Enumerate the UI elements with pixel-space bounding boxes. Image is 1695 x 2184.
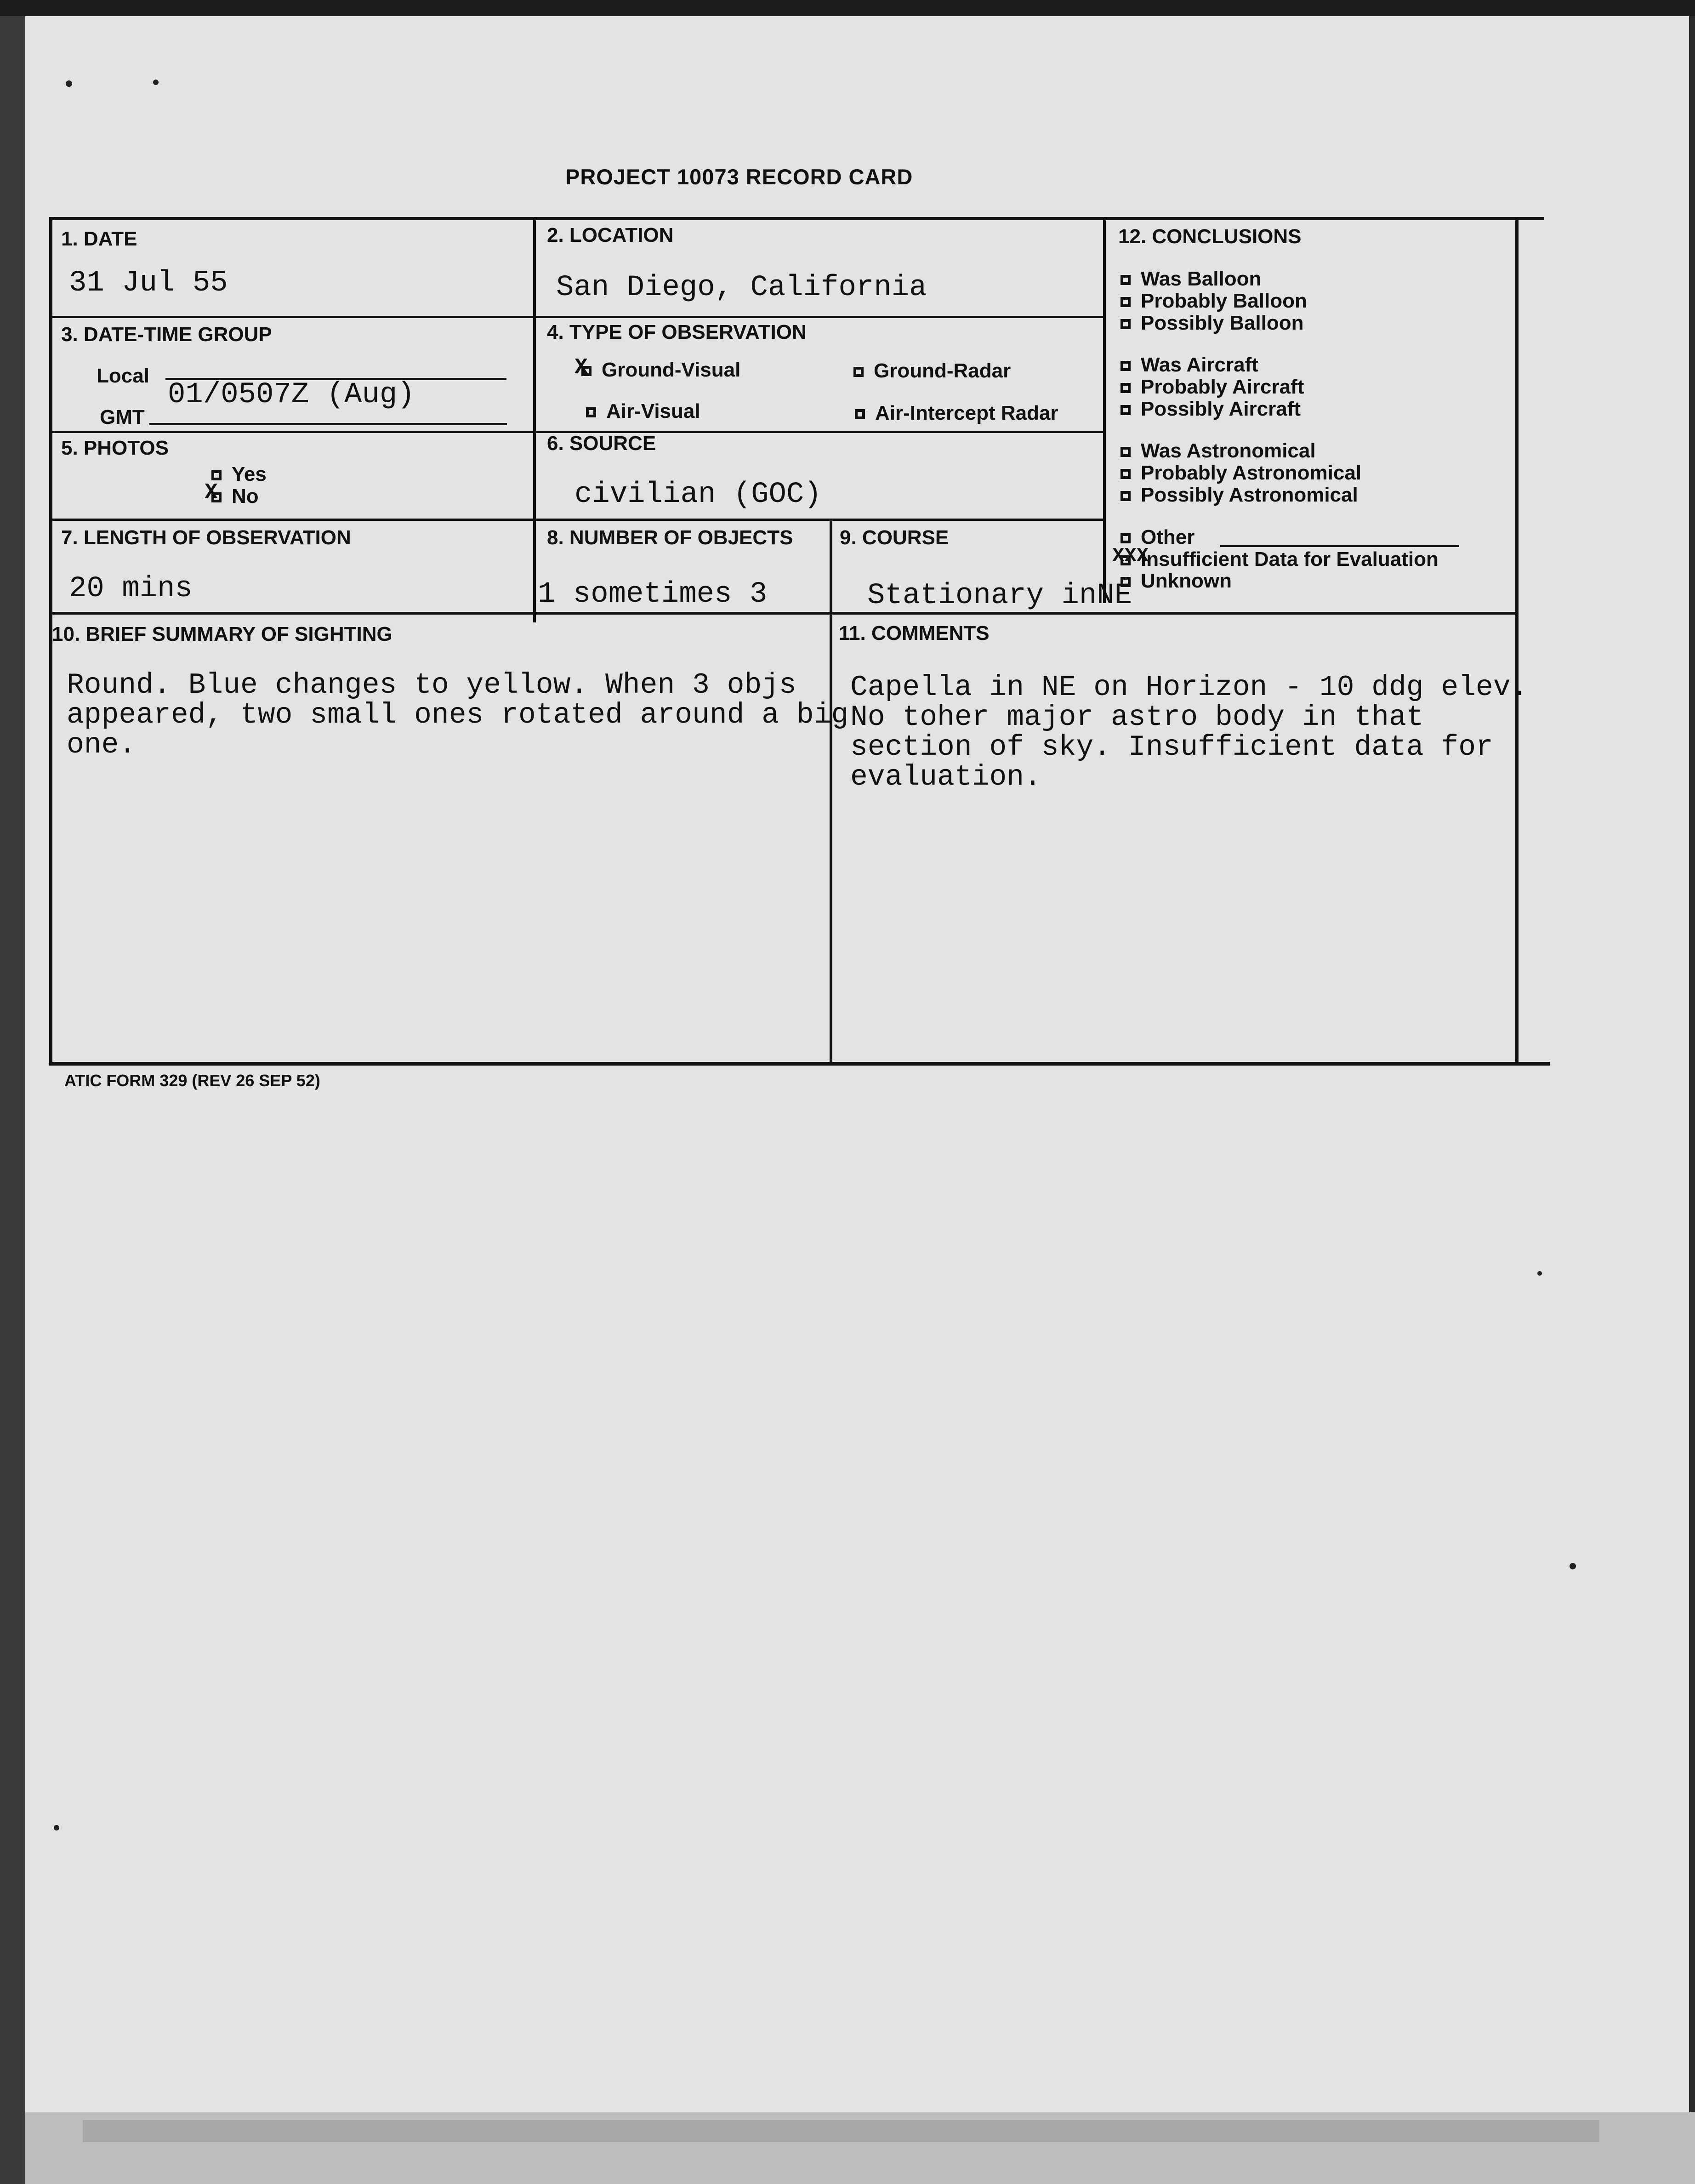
brief-summary-line: Round. Blue changes to yellow. When 3 objs [67,669,796,701]
conclusion-probably-balloon[interactable] [1121,291,1307,311]
location-value: San Diego, California [556,271,927,304]
insufficient-data-check-mark: XXX [1112,545,1149,568]
checkbox-icon[interactable] [211,470,222,480]
photos-yes-option[interactable] [211,464,267,485]
conclusion-possibly-astronomical[interactable] [1121,485,1358,505]
checkbox-icon[interactable] [1121,319,1131,329]
checkbox-icon[interactable] [1121,275,1131,285]
form-divider [49,519,1104,521]
conclusion-label: Possibly Astronomical [1141,484,1358,506]
ground-visual-check-mark: X [574,355,588,380]
checkbox-icon[interactable] [1121,405,1131,415]
form-divider [1103,217,1106,603]
conclusion-was-balloon[interactable] [1121,269,1261,289]
air-intercept-radar-option[interactable] [855,403,1058,423]
source-value: civilian (GOC) [574,478,822,511]
conclusion-probably-astronomical[interactable] [1121,463,1361,483]
date-label: 1. DATE [61,228,137,250]
form-border-bottom [49,1062,1550,1066]
ground-visual-option[interactable] [581,360,740,380]
course-value: Stationary inNE [867,579,1132,612]
other-underline [1220,545,1459,547]
conclusion-label: Unknown [1141,570,1232,592]
scan-speck [153,80,159,85]
checkbox-icon[interactable] [586,407,596,417]
scan-left-border [0,16,25,2184]
form-divider [49,316,1104,318]
course-label: 9. COURSE [840,526,949,549]
number-of-objects-label: 8. NUMBER OF OBJECTS [547,526,793,549]
photos-no-option[interactable] [211,486,259,507]
checkbox-icon[interactable] [1121,555,1131,565]
ground-radar-label: Ground-Radar [874,359,1011,382]
conclusions-label: 12. CONCLUSIONS [1118,225,1302,248]
local-time-label: Local [97,365,149,387]
brief-summary-line: one. [67,729,137,761]
comments-line: Capella in NE on Horizon - 10 ddg elev. [850,671,1528,704]
photos-no-label: No [232,485,259,508]
air-visual-option[interactable] [586,401,700,422]
air-visual-label: Air-Visual [606,400,700,422]
checkbox-icon[interactable] [1121,577,1131,587]
checkbox-icon[interactable] [1121,447,1131,457]
photos-no-check-mark: X [205,480,218,505]
form-divider [830,519,832,1063]
conclusion-label: Other [1141,526,1195,548]
checkbox-icon[interactable] [581,366,592,376]
conclusion-label: Probably Astronomical [1141,462,1362,484]
date-value: 31 Jul 55 [69,267,228,300]
form-divider [533,217,536,622]
card-title: PROJECT 10073 RECORD CARD [565,165,913,189]
form-border-right [1515,217,1519,1065]
photos-label: 5. PHOTOS [61,437,169,459]
gmt-underline [149,423,507,425]
comments-line: section of sky. Insufficient data for [850,731,1493,764]
scan-speck [54,1825,59,1830]
conclusion-label: Was Astronomical [1141,439,1316,462]
record-card-page [25,16,1689,2112]
scan-speck [66,80,72,87]
conclusion-unknown[interactable] [1121,571,1232,591]
checkbox-icon[interactable] [1121,361,1131,371]
ground-radar-option[interactable] [853,361,1011,381]
air-intercept-radar-label: Air-Intercept Radar [875,402,1058,424]
scan-bottom-shadow [83,2120,1599,2142]
checkbox-icon[interactable] [1121,297,1131,307]
ground-visual-label: Ground-Visual [602,359,741,381]
conclusion-label: Possibly Aircraft [1141,398,1301,420]
conclusion-was-aircraft[interactable] [1121,355,1258,375]
scan-speck [1570,1563,1576,1569]
conclusion-probably-aircraft[interactable] [1121,377,1304,397]
length-of-observation-value: 20 mins [69,572,193,605]
location-label: 2. LOCATION [547,224,674,246]
date-time-group-label: 3. DATE-TIME GROUP [61,323,272,346]
checkbox-icon[interactable] [853,367,864,377]
conclusion-label: Was Aircraft [1141,354,1258,376]
checkbox-icon[interactable] [1121,469,1131,479]
conclusion-insufficient-data[interactable] [1121,549,1439,570]
conclusion-label: Probably Aircraft [1141,376,1304,398]
checkbox-icon[interactable] [1121,491,1131,501]
scan-speck [1537,1271,1542,1276]
checkbox-icon[interactable] [855,409,865,419]
type-of-observation-label: 4. TYPE OF OBSERVATION [547,321,807,343]
conclusion-possibly-aircraft[interactable] [1121,399,1301,419]
comments-label: 11. COMMENTS [839,622,990,644]
brief-summary-line: appeared, two small ones rotated around a big [67,699,849,731]
conclusion-label: Was Balloon [1141,268,1262,290]
checkbox-icon[interactable] [211,492,222,502]
source-label: 6. SOURCE [547,432,656,455]
photos-yes-label: Yes [232,463,267,485]
scan-top-border [0,0,1695,16]
comments-line: No toher major astro body in that [850,701,1424,734]
gmt-value: 01/0507Z (Aug) [168,378,415,411]
form-border-top [49,217,1544,220]
checkbox-icon[interactable] [1121,533,1131,543]
number-of-objects-value: 1 sometimes 3 [538,578,768,611]
form-divider [49,612,1518,615]
brief-summary-label: 10. BRIEF SUMMARY OF SIGHTING [52,623,392,645]
conclusion-was-astronomical[interactable] [1121,441,1316,461]
conclusion-possibly-balloon[interactable] [1121,313,1304,333]
conclusion-label: Insufficient Data for Evaluation [1141,548,1439,570]
length-of-observation-label: 7. LENGTH OF OBSERVATION [61,526,351,549]
form-footer: ATIC FORM 329 (REV 26 SEP 52) [64,1071,320,1090]
gmt-label: GMT [100,406,145,428]
conclusion-label: Possibly Balloon [1141,312,1304,334]
conclusion-label: Probably Balloon [1141,290,1307,312]
checkbox-icon[interactable] [1121,383,1131,393]
comments-line: evaluation. [850,761,1041,793]
